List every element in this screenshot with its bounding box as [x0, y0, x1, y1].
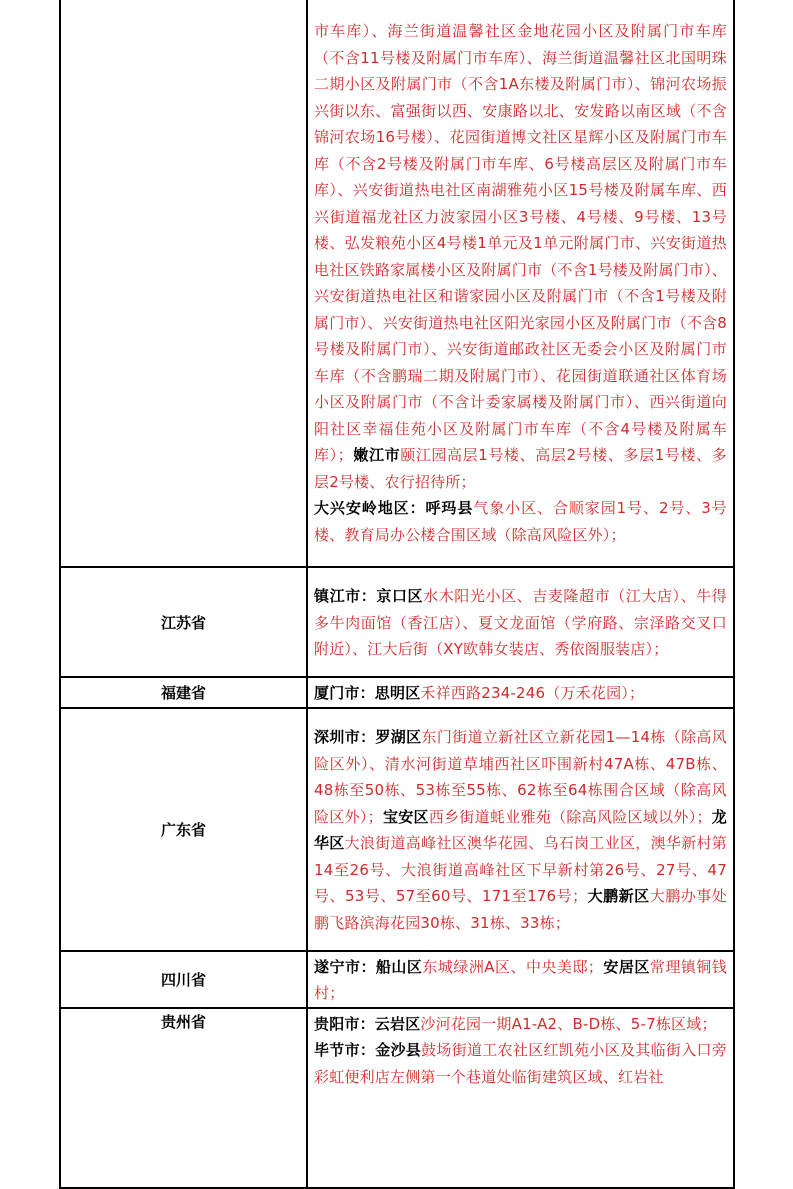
area-text: 沙河花园一期A1-A2、B-D栋、5-7栋区域；: [420, 1014, 717, 1033]
area-paragraph: [314, 724, 727, 936]
region-name: 遂宁市：船山区: [314, 957, 423, 976]
region-name: 镇江市：京口区: [314, 587, 424, 606]
region-name: 毕节市：金沙县: [314, 1041, 422, 1059]
province-cell: 福建省: [60, 677, 307, 708]
area-paragraph: [314, 18, 727, 495]
region-name: 深圳市：罗湖区: [314, 728, 422, 746]
region-name: 嫩江市: [352, 446, 401, 464]
province-cell: 贵州省: [60, 1008, 307, 1188]
province-cell: [60, 0, 307, 567]
area-paragraph: [314, 954, 727, 1007]
area-text: 气象小区、合顺家园1号、2号、3号楼、教育局办公楼合围区域（除高风险区外）；: [314, 499, 727, 544]
table-row: [60, 1008, 734, 1188]
table-row: [60, 677, 734, 708]
table-row: [60, 0, 734, 567]
region-name: 大兴安岭地区：呼玛县: [314, 499, 474, 517]
area-text: 东城绿洲A区、中央美邸；: [422, 957, 604, 976]
table-row: [60, 708, 734, 951]
area-paragraph: [314, 1037, 727, 1090]
areas-cell: [307, 677, 734, 708]
table-row: [60, 567, 734, 677]
area-text: 常理镇铜钱村；: [314, 957, 727, 1002]
region-name: 厦门市：思明区: [314, 684, 421, 702]
area-text: 鼓场街道工农社区红凯苑小区及其临街入口旁彩虹便利店左侧第一个巷道处临街建筑区域、红岩社: [314, 1041, 727, 1086]
areas-cell: [307, 1008, 734, 1188]
areas-cell: [307, 567, 734, 677]
areas-cell: [307, 708, 734, 951]
risk-area-table-body: [60, 0, 734, 1188]
region-name: 贵阳市：云岩区: [314, 1014, 421, 1033]
region-name: 宝安区: [382, 807, 429, 826]
area-paragraph: [314, 680, 727, 707]
areas-cell: [307, 0, 734, 567]
area-text: 水木阳光小区、吉麦隆超市（江大店）、牛得多牛肉面馆（香江店）、夏文龙面馆（学府路、宗泽路交叉口附近）、江大后街（XY欧韩女装店、秀依阁服装店）；: [314, 587, 727, 659]
area-paragraph: [314, 1011, 727, 1038]
area-text: 大浪街道高峰社区澳华花园、乌石岗工业区，澳华新村第14至26号、大浪街道高峰社区下早新村第26号、27号、47号、53号、57至60号、171至176号；: [314, 834, 727, 905]
areas-cell: [307, 951, 734, 1008]
area-paragraph: [314, 495, 727, 548]
area-text: 市车库）、海兰街道温馨社区金地花园小区及附属门市车库（不含11号楼及附属门市车库）、海兰街道温馨社区北国明珠二期小区及附属门市（不含1A东楼及附属门市）、锦河农场振兴街以东、富强街以西、安康路以北、安发路以南区域（不含锦河农场16号楼）、花园街道博文社区星辉小区及附属门市车库（不含2号楼及附属门市车库、6号楼高层区及附属门市车库）、兴安街道热电社区南湖雅苑小区15号楼及附属车库、西兴街道福龙社区力波家园小区3号楼、4号楼、9号楼、13号楼、弘发粮苑小区4号楼1单元及1单元附属门市、兴安街道热电社区铁路家属楼小区及附属门市（不含1号楼及附属门市）、兴安街道热电社区和谐家园小区及附属门市（不含1号楼及附属门市）、兴安街道热电社区阳光家园小区及附属门市（不含8号楼及附属门市）、兴安街道邮政社区无委会小区及附属门市车库（不含鹏瑞二期及附属门市）、花园街道联通社区体育场小区及附属门市（不含计委家属楼及附属门市）、西兴街道向阳社区幸福佳苑小区及附属门市车库（不含4号楼及附属车库）；: [314, 22, 727, 464]
table-row: [60, 951, 734, 1008]
region-name: 安居区: [603, 957, 650, 976]
area-text: 东门街道立新社区立新花园1—14栋（除高风险区外）、清水河街道草埔西社区吓围新村47A栋、47B栋、48栋至50栋、53栋至55栋、62栋至64栋围合区域（除高风险区外）；: [314, 728, 727, 826]
risk-area-table: [59, 0, 735, 1189]
province-cell: 四川省: [60, 951, 307, 1008]
area-text: 禾祥西路234-246（万禾花园）；: [420, 684, 645, 702]
province-cell: 广东省: [60, 708, 307, 951]
area-text: 大鹏办事处鹏飞路滨海花园30栋、31栋、33栋；: [314, 887, 727, 932]
area-paragraph: [314, 583, 727, 663]
area-text: 西乡街道蚝业雅苑（除高风险区域以外）；: [428, 807, 712, 826]
region-name: 龙华区: [314, 807, 727, 852]
area-text: 颐江园高层1号楼、高层2号楼、多层1号楼、多层2号楼、农行招待所；: [314, 446, 727, 491]
region-name: 大鹏新区: [587, 887, 650, 905]
province-cell: 江苏省: [60, 567, 307, 677]
